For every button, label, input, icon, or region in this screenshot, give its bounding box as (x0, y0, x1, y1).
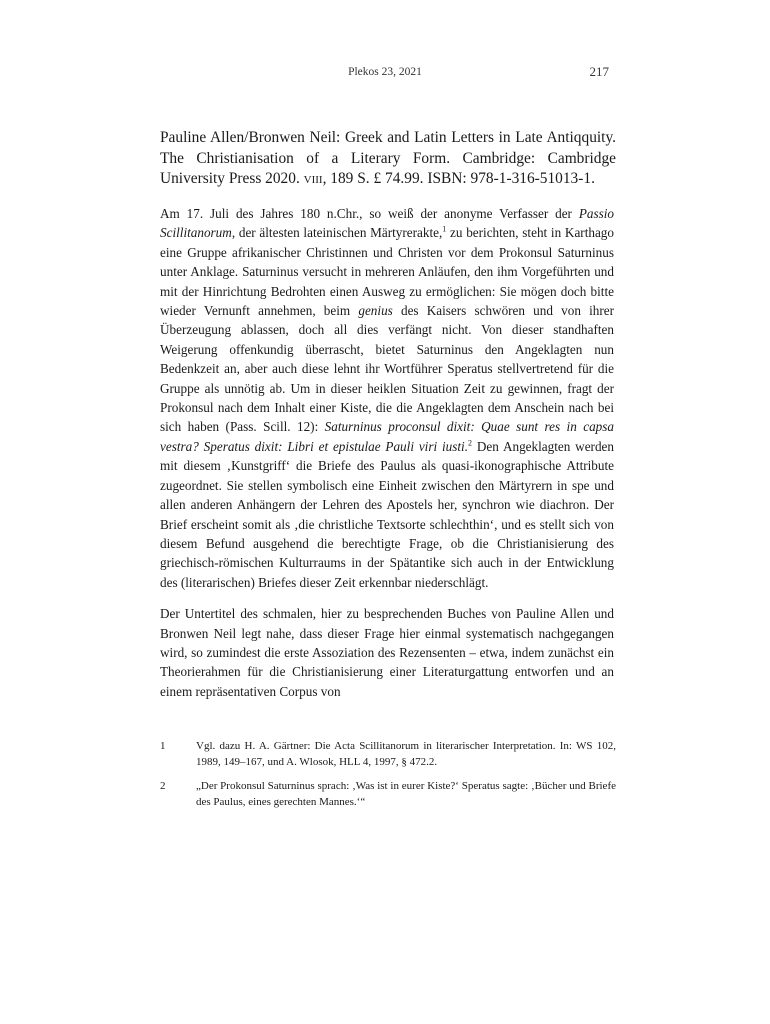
paragraph-1-text-3: zu berichten, steht in Karthago eine Gruppe afrikanischer Christinnen und Christen vor dem Prokonsul Saturninus unter Anklage. Saturninus versucht in mehreren Anläufen, den ihm Vorgeführten und mit der Hinrichtung Bedrohten einen Ausweg zu ermöglichen: Sie mögen doch bitte wieder Vernunft annehmen, beim (160, 225, 614, 319)
running-head: Plekos 23, 2021 (348, 66, 422, 78)
heading-citation-end: , 189 S. £ 74.99. ISBN: 978-1-316-51013-1. (322, 170, 595, 187)
footnote-number: 1 (160, 740, 166, 752)
footnote-text: Vgl. dazu H. A. Gärtner: Die Acta Scillitanorum in literarischer Interpretation. In: WS 102, 1989, 149–167, und A. Wlosok, HLL 4, 1997, § 472.2. (196, 740, 616, 768)
latin-quotation: Saturninus proconsul dixit: Quae sunt res in capsa vestra? Speratus dixit: Libri et epistulae Pauli viri iusti. (160, 419, 614, 454)
footnote-ref-2[interactable]: 2 (468, 438, 473, 448)
paragraph-1-text-4: des Kaisers schwören und von ihrer Überzeugung ablassen, doch all dies verfängt nicht. Von dieser standhaften Weigerung offenkundig überrascht, bietet Saturninus den Angeklagten nun Bedenkzeit an, aber auch diese lehnt ihr Wortführer Speratus stellvertretend für die Gruppe als unnötig ab. Um in dieser heiklen Situation Zeit zu gewinnen, fragt der Prokonsul nach dem Inhalt einer Kiste, die die Angeklagten dem Anschein nach bei sich haben (Pass. Scill. 12): (160, 303, 614, 435)
paragraph-1-text-2: , der ältesten lateinischen Märtyrerakte, (231, 225, 443, 241)
review-heading (160, 128, 616, 190)
body-text (160, 204, 614, 713)
footnote-2 (160, 779, 616, 810)
latin-term-genius: genius (358, 303, 393, 319)
footnote-1 (160, 739, 616, 770)
heading-citation: Pauline Allen/Bronwen Neil: Greek and Latin Letters in Late Antiqquity. The Christianisation of a Literary Form. Cambridge: Cambridge University Press 2020. (160, 129, 616, 187)
heading-roman-pages: viii (303, 170, 323, 187)
work-title-passio: Passio Scillitanorum (160, 206, 614, 241)
paragraph-1-text-5: Den Angeklagten werden mit diesem ‚Kunstgriff‘ die Briefe des Paulus als quasi-ikonographische Attribute zugeordnet. Sie stellen symbolisch eine Einheit zwischen den Märtyrern in spe und allen anderen Anhängern der Lehren des Apostels her, synchron wie diachron. Der Brief erscheint somit als ‚die christliche Textsorte schlechthin‘, und es stellt sich von diesem Befund ausgehend die berechtigte Frage, ob die Christianisierung des griechisch-römischen Kulturraums in der Spätantike sich auch in der Entwicklung des (literarischen) Briefes dieser Zeit erkennbar niederschlägt. (160, 438, 614, 590)
paragraph-2: Der Untertitel des schmalen, hier zu besprechenden Buches von Pauline Allen und Bronwen Neil legt nahe, dass dieser Frage hier einmal systematisch nachgegangen wird, so zumindest die erste Assoziation des Rezensenten – etwa, indem zunächst ein Theorierahmen für die Christianisierung einer Literaturgattung entworfen und an einem repräsentativen Corpus von (160, 606, 614, 699)
footnote-ref-1[interactable]: 1 (442, 225, 447, 235)
page-number: 217 (589, 64, 609, 79)
footnote-number: 2 (160, 780, 166, 792)
footnotes (160, 739, 616, 819)
paragraph-1 (160, 204, 614, 592)
footnote-text: „Der Prokonsul Saturninus sprach: ‚Was ist in eurer Kiste?‘ Speratus sagte: ‚Bücher und Briefe des Paulus, eines gerechten Mannes.‘“ (196, 780, 616, 808)
paragraph-1-text-1: Am 17. Juli des Jahres 180 n.Chr., so weiß der anonyme Verfasser der (160, 206, 579, 221)
